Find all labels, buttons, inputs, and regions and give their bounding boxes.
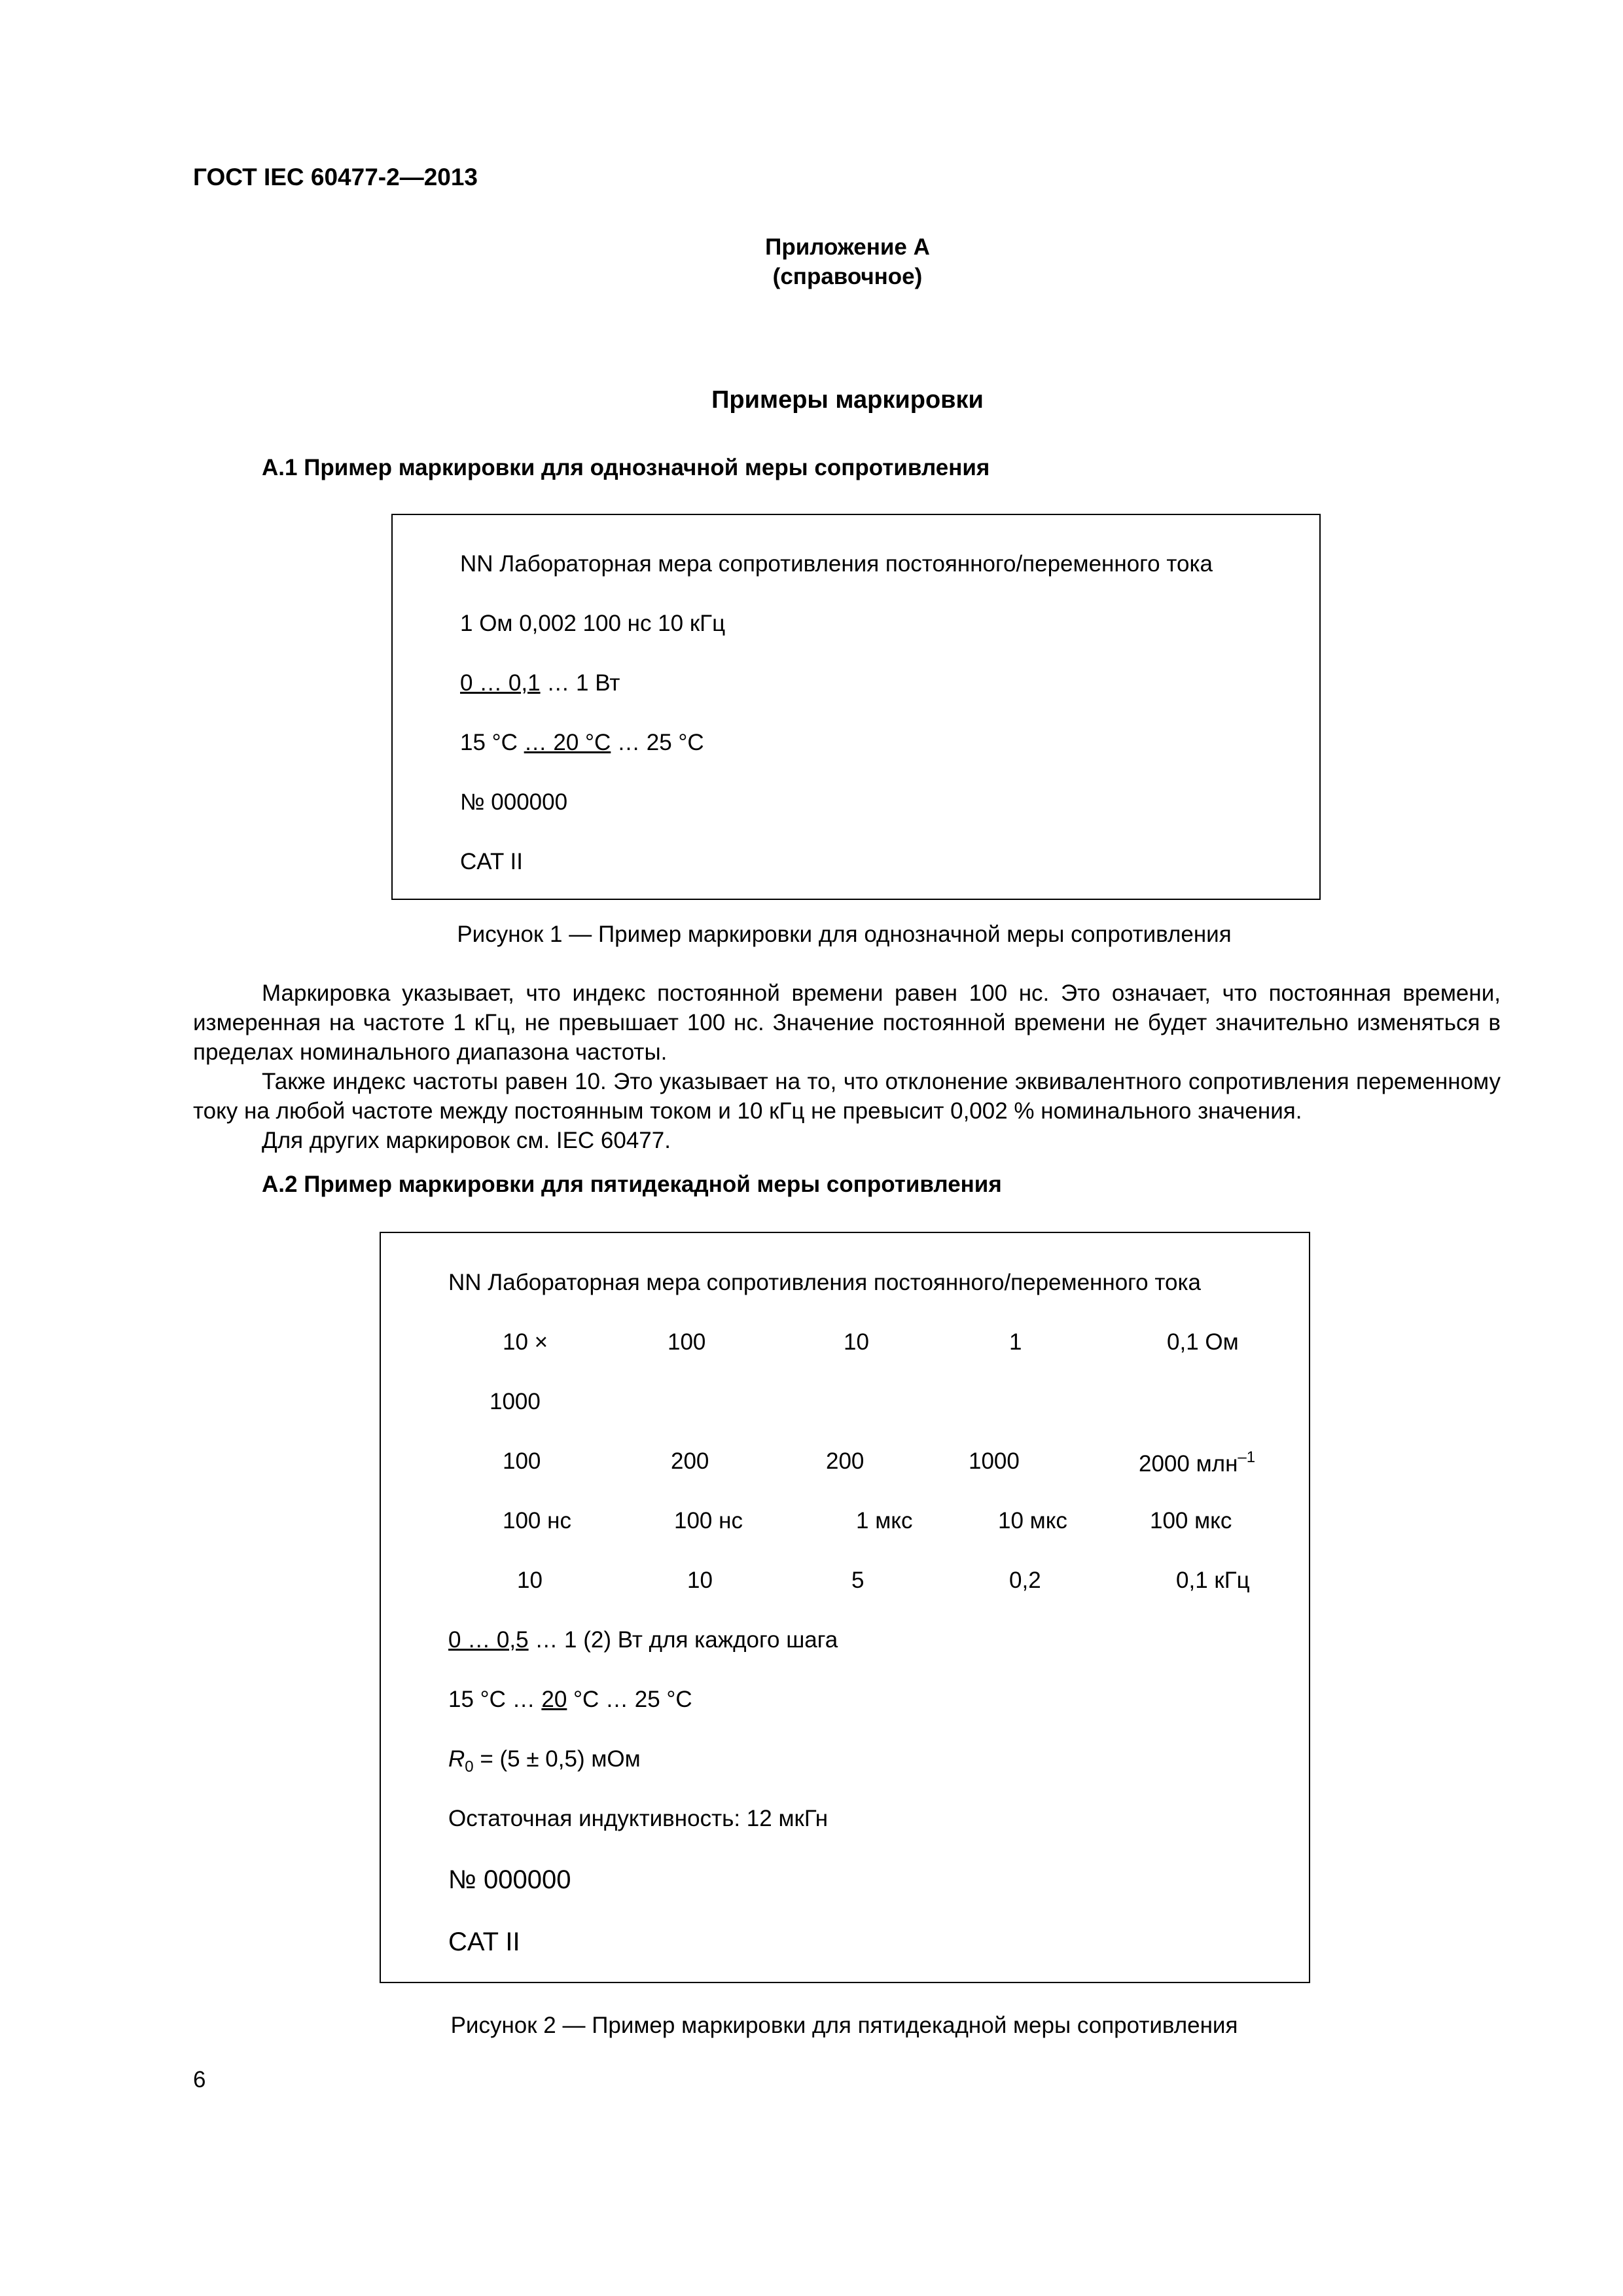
fig2-r3-c4: 10 мкс xyxy=(998,1508,1067,1534)
fig2-r0-subscript: 0 xyxy=(465,1758,474,1776)
fig2-temp-low: 15 °С … xyxy=(448,1687,542,1712)
fig1-temp-low: 15 °С xyxy=(460,730,524,755)
fig2-r1-c5: 0,1 Ом xyxy=(1167,1329,1239,1355)
fig1-line-power xyxy=(460,670,620,696)
fig1-line-serial: № 000000 xyxy=(460,789,568,815)
page-number: 6 xyxy=(193,2067,206,2092)
fig2-r4-c1: 10 xyxy=(517,1568,543,1593)
fig2-temp-ref: 20 xyxy=(541,1687,567,1712)
section-title: Примеры маркировки xyxy=(711,386,984,414)
explanation-text xyxy=(193,978,1501,1155)
fig2-r4-c2: 10 xyxy=(687,1568,713,1593)
fig2-power-rest: … 1 (2) Вт для каждого шага xyxy=(528,1627,838,1653)
fig1-line-values: 1 Ом 0,002 100 нс 10 кГц xyxy=(460,611,726,636)
fig2-r2-c1: 100 xyxy=(503,1448,541,1474)
figure-2-caption: Рисунок 2 — Пример маркировки для пятидекадной меры сопротивления xyxy=(450,2013,1238,2038)
fig2-r2-c3: 200 xyxy=(826,1448,865,1474)
fig2-r2-c5-exponent: –1 xyxy=(1238,1448,1256,1466)
a2-heading: А.2 Пример маркировки для пятидекадной меры сопротивления xyxy=(262,1172,1002,1197)
fig2-line-serial: № 000000 xyxy=(448,1865,571,1894)
fig1-line-temperature xyxy=(460,730,704,756)
fig2-line-inductance: Остаточная индуктивность: 12 мкГн xyxy=(448,1806,829,1831)
paragraph-frequency-index: Также индекс частоты равен 10. Это указывает на то, что отклонение эквивалентного сопротивления переменному току на любой частоте между постоянным током и 10 кГц не превысит 0,002 % номинального значения. xyxy=(193,1069,1501,1124)
annex-subtitle: (справочное) xyxy=(772,264,923,289)
fig2-line-category: CAT II xyxy=(448,1928,520,1956)
fig2-r1-c2: 100 xyxy=(668,1329,706,1355)
fig2-r3-c1: 100 нс xyxy=(503,1508,571,1534)
fig2-power-range: 0 … 0,5 xyxy=(448,1627,529,1653)
a1-heading: А.1 Пример маркировки для однозначной меры сопротивления xyxy=(262,455,990,480)
fig2-r1-c4: 1 xyxy=(1009,1329,1022,1355)
fig2-temp-high: °С … 25 °С xyxy=(567,1687,692,1712)
fig2-r1-c3: 10 xyxy=(844,1329,869,1355)
fig1-line-title: NN Лабораторная мера сопротивления постоянного/переменного тока xyxy=(460,551,1213,577)
paragraph-other-markings: Для других маркировок см. IEC 60477. xyxy=(262,1128,671,1153)
fig2-r3-c5: 100 мкс xyxy=(1150,1508,1232,1534)
fig2-line-power xyxy=(448,1627,838,1653)
fig2-r3-c3: 1 мкс xyxy=(856,1508,913,1534)
fig1-power-range: 0 … 0,1 xyxy=(460,670,541,696)
fig2-r4-c4: 0,2 xyxy=(1009,1568,1041,1593)
fig2-r2-c2: 200 xyxy=(671,1448,709,1474)
fig1-temp-high: … 25 °С xyxy=(611,730,704,755)
fig2-r3-c2: 100 нс xyxy=(674,1508,743,1534)
fig1-temp-ref: … 20 °С xyxy=(524,730,611,755)
paragraph-time-constant: Маркировка указывает, что индекс постоянной времени равен 100 нс. Это означает, что постоянная времени, измеренная на частоте 1 кГц, не превышает 100 нс. Значение постоянной времени не будет значительно изменяться в пределах номинального диапазона частоты. xyxy=(193,980,1501,1065)
fig2-r0-symbol: R xyxy=(448,1746,465,1772)
fig2-r0-value: = (5 ± 0,5) мОм xyxy=(473,1746,641,1772)
fig2-r1-continuation: 1000 xyxy=(490,1389,541,1414)
fig2-r2-c5 xyxy=(1139,1448,1255,1477)
fig2-r2-c4: 1000 xyxy=(969,1448,1020,1474)
fig1-line-category: CAT II xyxy=(460,849,523,874)
fig2-line-title: NN Лабораторная мера сопротивления постоянного/переменного тока xyxy=(448,1270,1202,1295)
fig2-r4-c3: 5 xyxy=(851,1568,865,1593)
annex-title: Приложение А xyxy=(765,234,930,260)
fig2-r2-c5-value: 2000 млн xyxy=(1139,1451,1238,1477)
fig2-r1-c1: 10 × xyxy=(503,1329,548,1355)
figure-1-caption: Рисунок 1 — Пример маркировки для однозначной меры сопротивления xyxy=(457,922,1232,947)
fig2-line-r0 xyxy=(448,1746,641,1776)
fig1-power-rest: … 1 Вт xyxy=(540,670,620,696)
fig2-r4-c5: 0,1 кГц xyxy=(1176,1568,1250,1593)
standard-designation: ГОСТ IEC 60477-2—2013 xyxy=(193,164,478,190)
fig2-line-temperature xyxy=(448,1687,692,1713)
